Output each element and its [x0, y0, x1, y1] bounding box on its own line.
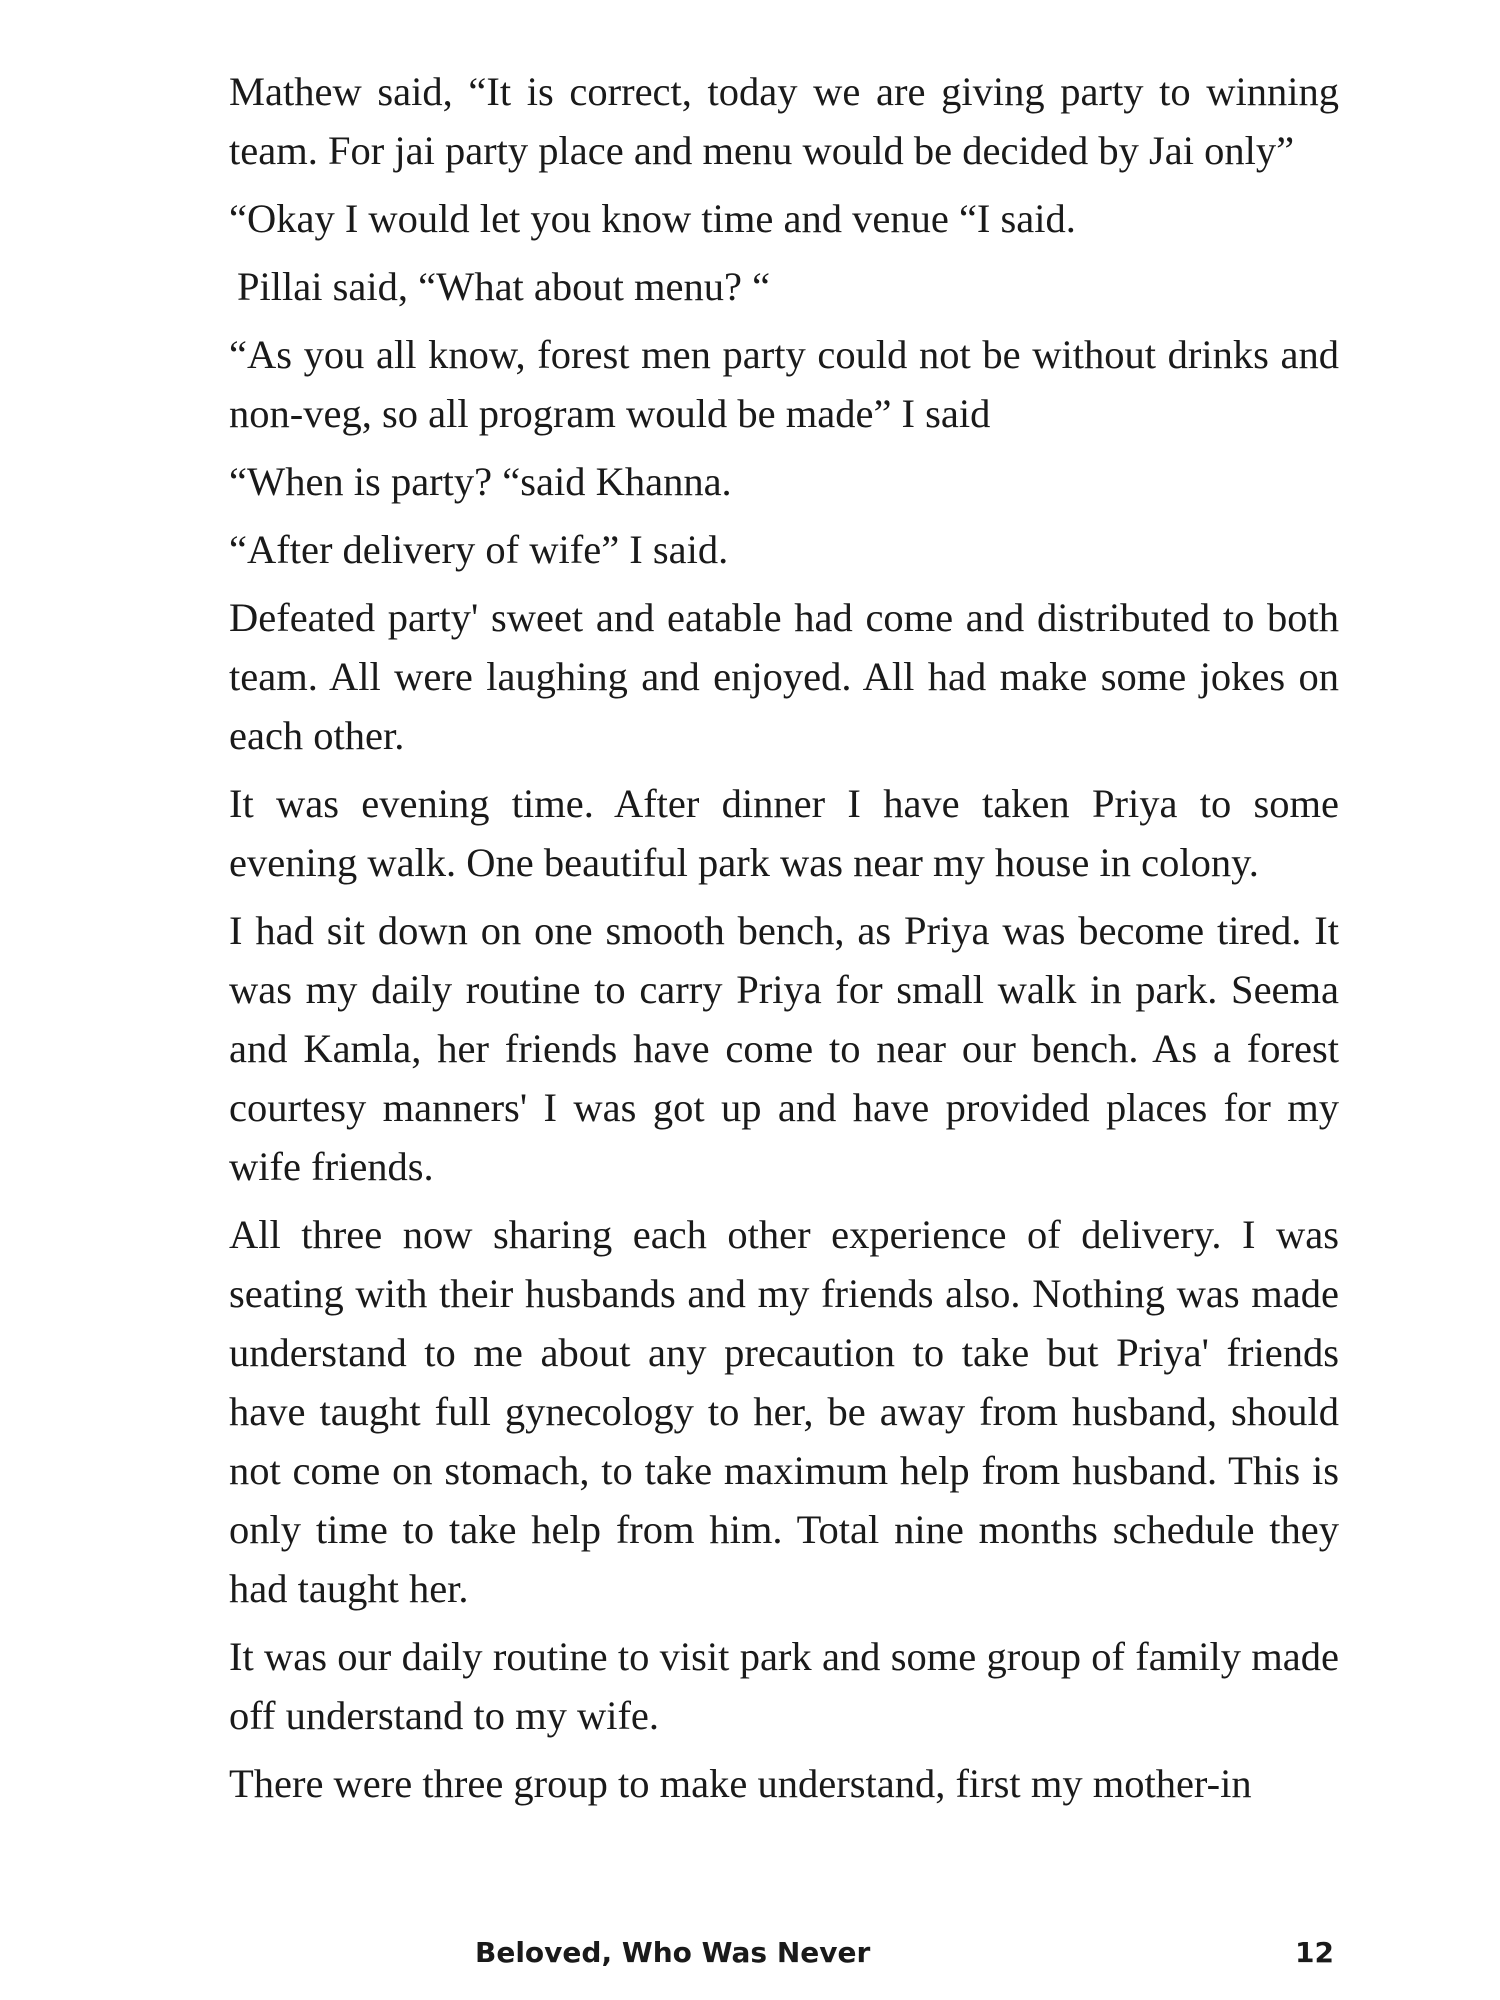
paragraph: “When is party? “said Khanna. [229, 459, 732, 504]
paragraph: “After delivery of wife” I said. [229, 527, 729, 572]
body-text [229, 62, 1339, 1822]
paragraph: It was evening time. After dinner I have taken Priya to some evening walk. One beautiful park was near my house in colony. [229, 781, 1339, 885]
paragraph: It was our daily routine to visit park and some group of family made off understand to my wife. [229, 1634, 1339, 1738]
paragraph: I had sit down on one smooth bench, as Priya was become tired. It was my daily routine to carry Priya for small walk in park. Seema and Kamla, her friends have come to near our bench. As a forest courtesy manners' I was got up and have provided places for my wife friends. [229, 908, 1339, 1189]
paragraph: Defeated party' sweet and eatable had come and distributed to both team. All were laughing and enjoyed. All had make some jokes on each other. [229, 595, 1339, 758]
book-title: Beloved, Who Was Never [475, 1936, 871, 1969]
paragraph: “As you all know, forest men party could not be without drinks and non-veg, so all program would be made” I said [229, 332, 1339, 436]
paragraph: Mathew said, “It is correct, today we are giving party to winning team. For jai party place and menu would be decided by Jai only” [229, 69, 1339, 173]
paragraph: There were three group to make understand, first my mother-in [229, 1761, 1252, 1806]
page-footer [0, 1936, 1500, 1976]
paragraph: All three now sharing each other experience of delivery. I was seating with their husbands and my friends also. Nothing was made understand to me about any precaution to take but Priya' friends have taught full gynecology to her, be away from husband, should not come on stomach, to take maximum help from husband. This is only time to take help from him. Total nine months schedule they had taught her. [229, 1212, 1339, 1611]
page-number: 12 [1295, 1936, 1334, 1969]
paragraph: “Okay I would let you know time and venue “I said. [229, 196, 1076, 241]
paragraph: Pillai said, “What about menu? “ [237, 264, 771, 309]
